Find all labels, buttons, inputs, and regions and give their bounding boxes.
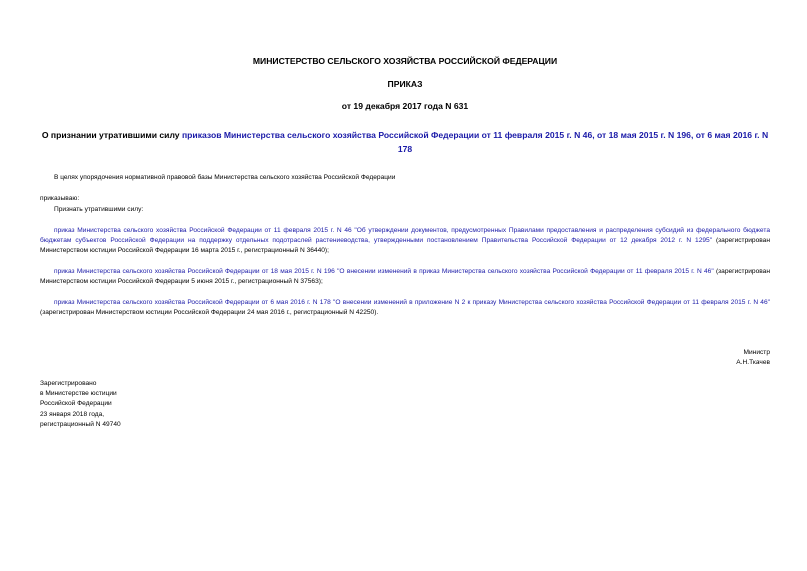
order-word: приказываю: — [40, 195, 80, 202]
list-item-2 — [40, 267, 770, 287]
doc-type-heading: ПРИКАЗ — [387, 79, 423, 89]
list-item-3 — [40, 298, 770, 318]
signature-position: Министр — [743, 349, 770, 356]
preamble-text: В целях упорядочения нормативной правовой базы Министерства сельского хозяйства Российской Федерации — [54, 174, 396, 181]
ministry-heading: МИНИСТЕРСТВО СЕЛЬСКОГО ХОЗЯЙСТВА РОССИЙСКОЙ ФЕДЕРАЦИИ — [252, 56, 558, 66]
recognize-text: Признать утратившими силу: — [54, 206, 144, 213]
registration-line-3: Российской Федерации — [40, 400, 112, 408]
item3-tail: (зарегистрирован Министерством юстиции Российской Федерации 24 мая 2016 г., регистрационный N 42250). — [40, 309, 379, 317]
item2-link[interactable]: приказ Министерства сельского хозяйства Российской Федерации от 18 мая 2015 г. N 196 "О внесении изменений в приказ Министерства сельского хозяйства Российской Федерации от 11 февраля 2015 г. N 46" — [54, 268, 714, 275]
signature-name: А.Н.Ткачев — [736, 359, 770, 367]
title-prefix: О признании утратившими силу — [41, 130, 182, 140]
item3-link[interactable]: приказ Министерства сельского хозяйства Российской Федерации от 6 мая 2016 г. N 178 "О внесении изменений в приложение N 2 к приказу Министерства сельского хозяйства Российской Федерации от 11 февраля 2015 г. N 46" — [54, 299, 770, 306]
registration-block — [40, 379, 240, 430]
signature-block — [620, 348, 770, 368]
registration-line-1: Зарегистрировано — [40, 380, 97, 387]
item1-link[interactable]: приказ Министерства сельского хозяйства Российской Федерации от 11 февраля 2015 г. N 46 "Об утверждении документов, предусмотренных Правилами предоставления и распределения субсидий из федерального бюджета бюджетам субъектов Российской Федерации на поддержку отдельных подотраслей растениеводства, утвержденными постановлением Правительства Российской Федерации от 12 декабря 2012 г. N 1295" — [40, 227, 770, 245]
item2-tail: (зарегистрирован Министерством юстиции Российской Федерации 5 июня 2015 г., регистрационный N 37563); — [40, 268, 770, 286]
date-number-heading: от 19 декабря 2017 года N 631 — [341, 101, 469, 111]
item1-tail: (зарегистрирован Министерством юстиции Российской Федерации 16 марта 2015 г., регистрационный N 36440); — [40, 237, 770, 255]
title-link[interactable]: приказов Министерства сельского хозяйства Российской Федерации от 11 февраля 2015 г. N 46, от 18 мая 2015 г. N 196, от 6 мая 2016 г. N 178 — [181, 130, 769, 154]
list-item-1 — [40, 226, 770, 257]
registration-line-5: регистрационный N 49740 — [40, 420, 121, 428]
registration-line-4: 23 января 2018 года, — [40, 410, 105, 418]
document-title — [40, 128, 770, 156]
document-page — [40, 0, 770, 571]
registration-line-2: в Министерстве юстиции — [40, 390, 117, 398]
